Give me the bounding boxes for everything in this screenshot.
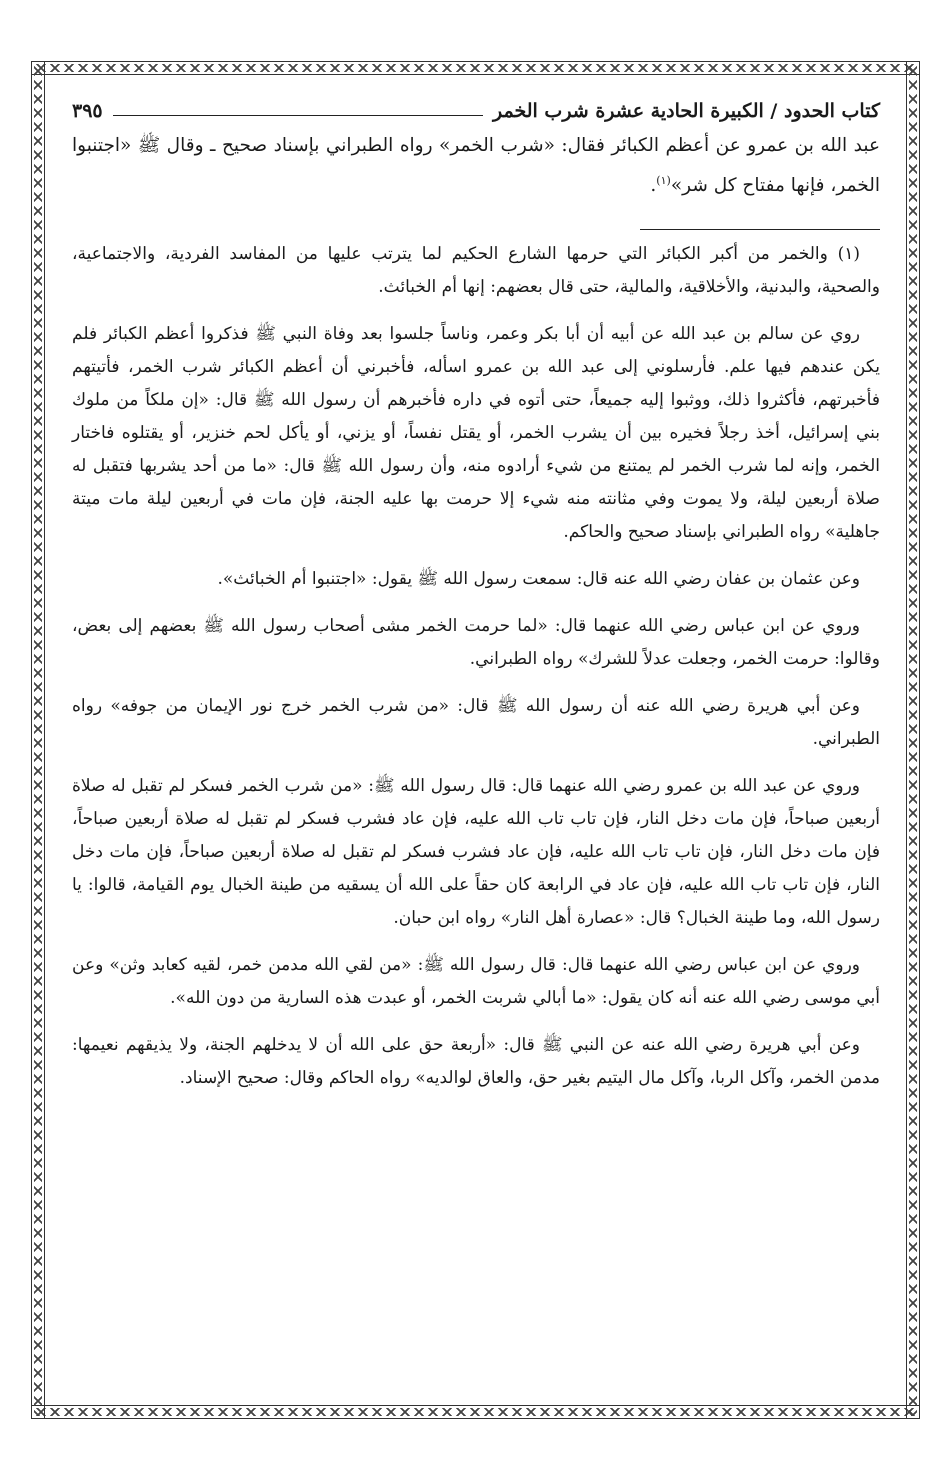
border-top: [28, 58, 923, 78]
footnote-paragraph: وعن أبي هريرة رضي الله عنه أن رسول الله ﷺ قال: «من شرب الخمر خرج نور الإيمان من جوفه» رواه الطبراني.: [72, 696, 880, 750]
header-title: كتاب الحدود / الكبيرة الحادية عشرة شرب الخمر: [493, 100, 880, 122]
running-header: [72, 100, 880, 122]
page-number: ٣٩٥: [72, 100, 103, 122]
body-paragraph-end: .: [650, 175, 657, 197]
page-content: [72, 100, 880, 1109]
footnote-paragraph: وروي عن ابن عباس رضي الله عنهما قال: قال رسول الله ﷺ: «من لقي الله مدمن خمر، لقيه كعابد وثن» وعن أبي موسى رضي الله عنه أنه كان يقول: «ما أبالي شربت الخمر، أو عبدت هذه السارية من دون الله».: [72, 955, 880, 1009]
border-right: [903, 58, 923, 1422]
body-paragraph-text: عبد الله بن عمرو عن أعظم الكبائر فقال: «شرب الخمر» رواه الطبراني بإسناد صحيح ـ وقال ﷺ «اجتنبوا الخمر، فإنها مفتاح كل شر»: [72, 135, 880, 197]
footnote-paragraph: روي عن سالم بن عبد الله عن أبيه أن أبا بكر وعمر، وناساً جلسوا بعد وفاة النبي ﷺ فذكروا أعظم الكبائر فلم يكن عندهم فيها علم. فأرسلوني إلى عبد الله بن عمرو اسأله، فأخبرني أن أعظم الكبائر شرب الخمر، فأتيتهم فأخبرتهم، فأكثروا ذلك، ووثبوا إليه جميعاً، حتى أتوه في داره فأخبرهم أن رسول الله ﷺ قال: «إن ملكاً من ملوك بني إسرائيل، أخذ رجلاً فخيره بين أن يشرب الخمر، أو يقتل نفساً، أو يزني، أو يأكل لحم خنزير، أو يقتلوه فاختار الخمر، وإنه لما شرب الخمر لم يمتنع من شيء أرادوه منه، وأن رسول الله ﷺ قال: «ما من أحد يشربها فتقبل له صلاة أربعين ليلة، ولا يموت وفي مثانته منه شيء إلا حرمت بها عليه الجنة، فإن مات في أربعين ليلة مات ميتة جاهلية» رواه الطبراني بإسناد صحيح والحاكم.: [72, 324, 880, 543]
border-left: [28, 58, 48, 1422]
border-bottom: [28, 1402, 923, 1422]
main-text: [72, 128, 880, 203]
footnote-reference: (١): [656, 174, 671, 187]
footnote-paragraph: وروي عن ابن عباس رضي الله عنهما قال: «لما حرمت الخمر مشى أصحاب رسول الله ﷺ بعضهم إلى بعض، وقالوا: حرمت الخمر، وجعلت عدلاً للشرك» رواه الطبراني.: [72, 616, 880, 670]
footnote-paragraph: وروي عن عبد الله بن عمرو رضي الله عنهما قال: قال رسول الله ﷺ: «من شرب الخمر فسكر لم تقبل له صلاة أربعين صباحاً، فإن مات دخل النار، فإن تاب تاب الله عليه، فإن عاد فشرب فسكر لم تقبل له صلاة أربعين صباحاً، فإن مات دخل النار، فإن تاب تاب الله عليه، فإن عاد فشرب فسكر لم تقبل له صلاة أربعين صباحاً، فإن مات دخل النار، فإن تاب تاب الله عليه، فإن عاد في الرابعة كان حقاً على الله أن يسقيه من طينة الخبال يوم القيامة، قالوا: يا رسول الله، وما طينة الخبال؟ قال: «عصارة أهل النار» رواه ابن حبان.: [72, 776, 880, 929]
footnote-paragraph: وعن أبي هريرة رضي الله عنه عن النبي ﷺ قال: «أربعة حق على الله أن لا يدخلهم الجنة، ولا يذيقهم نعيمها: مدمن الخمر، وآكل الربا، وآكل مال اليتيم بغير حق، والعاق لوالديه» رواه الحاكم وقال: صحيح الإسناد.: [72, 1035, 880, 1089]
footnote-paragraph: وعن عثمان بن عفان رضي الله عنه قال: سمعت رسول الله ﷺ يقول: «اجتنبوا أم الخبائث».: [217, 569, 860, 590]
body-paragraph: [72, 128, 880, 203]
header-rule: [113, 115, 483, 116]
footnotes: [72, 238, 880, 1095]
footnote-paragraph: (١) والخمر من أكبر الكبائر التي حرمها الشارع الحكيم لما يترتب عليها من المفاسد الفردية، والاجتماعية، والصحية، والبدنية، والأخلاقية، والمالية، حتى قال بعضهم: إنها أم الخبائث.: [72, 244, 880, 298]
footnote-separator: [640, 229, 880, 230]
